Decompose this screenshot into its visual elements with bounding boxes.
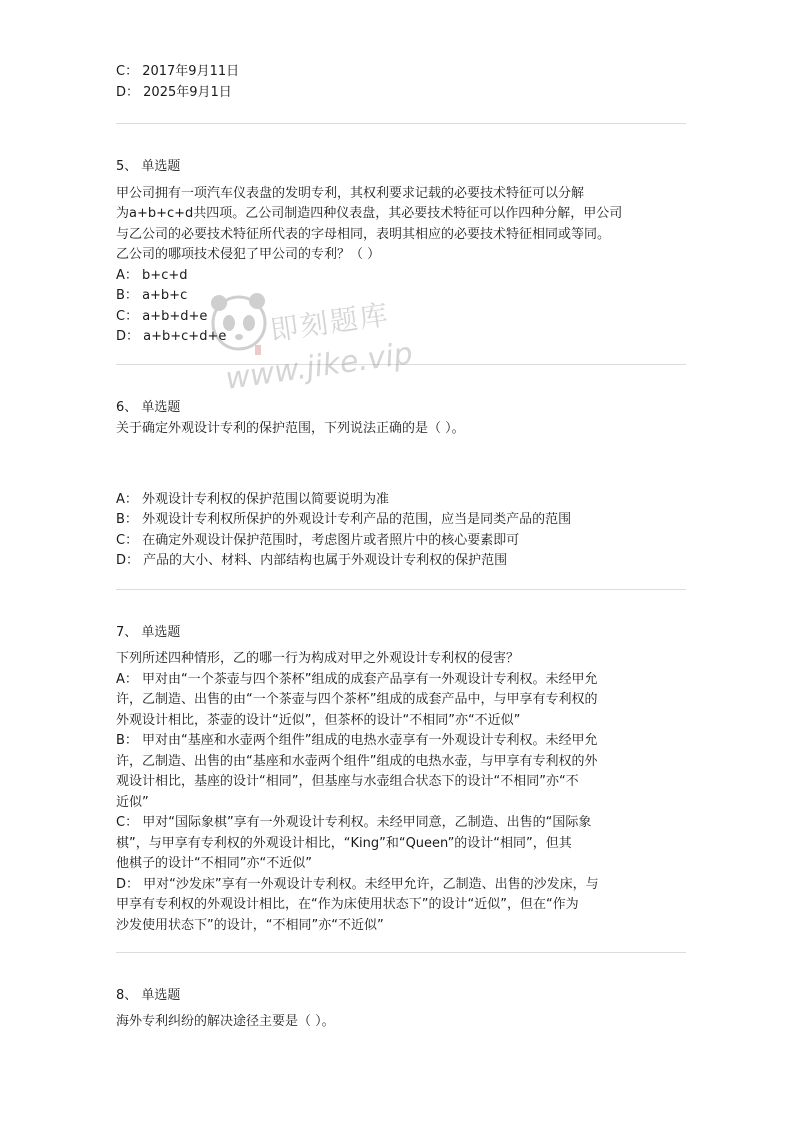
option-a[interactable]: A： 外观设计专利权的保护范围以简要说明为准 <box>116 491 390 507</box>
question-title: 5、 单选题 <box>116 159 181 174</box>
option-b-cont: 观设计相比，基座的设计“相同”，但基座与水壶组合状态下的设计“不相同”亦“不 <box>116 774 579 789</box>
question-text-line: 下列所述四种情形，乙的哪一行为构成对甲之外观设计专利权的侵害？ <box>116 651 520 666</box>
question-6 <box>116 398 686 572</box>
option-c[interactable]: C： a+b+d+e <box>116 308 208 324</box>
question-7 <box>116 623 686 937</box>
question-text-line: 与乙公司的必要技术特征所代表的字母相同，表明其相应的必要技术特征相同或等同。 <box>116 226 611 242</box>
question-title: 6、 单选题 <box>116 399 181 415</box>
watermark-url: www.jike.vip <box>223 336 415 397</box>
option-a[interactable]: A： 甲对由“一个茶壶与四个茶杯”组成的成套产品享有一外观设计专利权。未经甲允 <box>116 671 598 687</box>
option-d-cont: 甲享有专利权的外观设计相比，在“作为床使用状态下”的设计“近似”，但在“作为 <box>116 897 579 912</box>
question-title: 7、 单选题 <box>116 624 181 640</box>
option-b[interactable]: B： a+b+c <box>116 288 188 303</box>
option-c-cont: 他棋子的设计“不相同”亦“不近似” <box>116 856 312 871</box>
option-b-cont: 许，乙制造、出售的由“基座和水壶两个组件”组成的电热水壶，与甲享有专利权的外 <box>116 753 598 769</box>
question-text-line: 乙公司的哪项技术侵犯了甲公司的专利？（ ） <box>116 247 381 262</box>
question-title: 8、 单选题 <box>116 988 181 1003</box>
option-c[interactable]: C： 甲对“国际象棋”享有一外观设计专利权。未经甲同意，乙制造、出售的“国际象 <box>116 815 592 830</box>
option-a-cont: 外观设计相比，茶壶的设计“近似”，但茶杯的设计“不相同”亦“不近似” <box>116 712 521 728</box>
option-a[interactable]: A： b+c+d <box>116 267 188 283</box>
option-d[interactable]: D： 产品的大小、材料、内部结构也属于外观设计专利权的保护范围 <box>116 553 508 568</box>
option-b-cont: 近似” <box>116 794 149 810</box>
question-4-options <box>116 62 686 103</box>
question-5 <box>116 157 686 348</box>
option-b[interactable]: B： 甲对由“基座和水壶两个组件”组成的电热水壶享有一外观设计专利权。未经甲允 <box>116 733 598 748</box>
question-text-line: 为a+b+c+d共四项。乙公司制造四种仪表盘，其必要技术特征可以作四种分解，甲公司 <box>116 206 623 221</box>
option-b[interactable]: B： 外观设计专利权所保护的外观设计专利产品的范围，应当是同类产品的范围 <box>116 512 572 527</box>
exam-page <box>116 62 686 1032</box>
question-text-line: 甲公司拥有一项汽车仪表盘的发明专利，其权利要求记载的必要技术特征可以分解 <box>116 185 585 201</box>
question-text-line: 海外专利纠纷的解决途径主要是（ ）。 <box>116 1013 335 1029</box>
option-c[interactable]: C： 在确定外观设计保护范围时，考虑图片或者照片中的核心要素即可 <box>116 532 520 548</box>
option-d[interactable]: D： 甲对“沙发床”享有一外观设计专利权。未经甲允许，乙制造、出售的沙发床，与 <box>116 876 599 892</box>
option-c[interactable]: C： 2017年9月11日 <box>116 64 240 79</box>
watermark-brand: 即刻题库 <box>268 297 392 348</box>
option-d[interactable]: D： 2025年9月1日 <box>116 84 232 100</box>
option-c-cont: 棋”，与甲享有专利权的外观设计相比，“King”和“Queen”的设计“相同”，但其 <box>116 835 572 851</box>
option-d[interactable]: D： a+b+c+d+e <box>116 329 227 344</box>
question-8 <box>116 986 686 1032</box>
question-text-line: 关于确定外观设计专利的保护范围，下列说法正确的是（ ）。 <box>116 421 465 436</box>
option-d-cont: 沙发使用状态下”的设计，“不相同”亦“不近似” <box>116 917 384 933</box>
option-a-cont: 许，乙制造、出售的由“一个茶壶与四个茶杯”组成的成套产品中，与甲享有专利权的 <box>116 692 598 707</box>
